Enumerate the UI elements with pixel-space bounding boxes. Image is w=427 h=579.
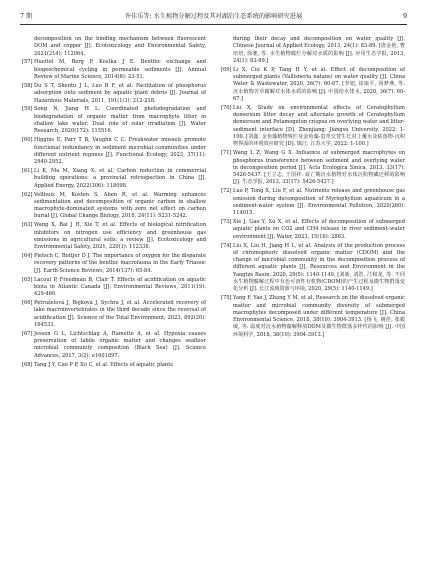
- reference-number: [58]: [22, 82, 33, 89]
- reference-text: Tang J Y, Cao P P, Xu C, et al. Effects of aquatic plants: [34, 361, 173, 368]
- reference-number: [57]: [22, 59, 33, 66]
- running-title: 许佳乐等: 水生植物分解过程及其对湖泊生态系统的影响研究进展: [124, 13, 303, 20]
- running-header: [20, 11, 407, 23]
- reference-item: [221, 295, 405, 339]
- page-number-left: 7 期: [20, 13, 33, 20]
- reference-item: [221, 105, 405, 149]
- references-column-right: [221, 36, 405, 341]
- reference-item: [22, 362, 206, 369]
- reference-number: [60]: [22, 137, 33, 144]
- reference-item: [22, 137, 206, 166]
- reference-number: [71]: [221, 150, 232, 157]
- reference-item: [221, 188, 405, 217]
- reference-item: [221, 67, 405, 103]
- reference-text: Li X, Cui K P, Tang H Y, et al. Effect of decomposition of submerged plants (Vallisneria natans) on water quality [J]. China Water & Wastewater, 2020, 36(7): 60-67. [李旭, 崔康平, 汤梦燕, 等. 沉水植物苦草腐解对水体水质的影响 [J]. 中国给水排水, 2020, 36(7): 60-67.]: [233, 66, 405, 102]
- reference-item: [22, 59, 206, 81]
- reference-number: [74]: [221, 242, 232, 249]
- reference-text: Wang X, Bai J H, Xie T, et al. Effects of biological nitrification inhibitors on nitrogen use efficiency and greenhouse gas emissions in agricultural soils: a review [J]. Ecotoxicology and Environmental Safety, 2021, 220(1): 112338.: [34, 222, 206, 251]
- reference-number: [72]: [221, 188, 232, 195]
- reference-item: [22, 106, 206, 135]
- reference-number: [59]: [22, 106, 33, 113]
- reference-text: Li K, Ma M, Xiang X, et al. Carbon reduction in commercial building operations: a provincial retrospection in China [J]. Applied Energy, 2022(306): 118098.: [34, 168, 206, 189]
- reference-number: [61]: [22, 168, 33, 175]
- reference-text: Song N, Jiang H L. Coordinated photodegradation and biodegradation of organic matter from macrophyte litter in shallow lake water: Dual role of solar irradiation [J]. Water Research, 2020(172): 115516.: [34, 106, 206, 135]
- header-rule: [20, 24, 407, 25]
- reference-text: Jessen G L, Lichtschlag A, Ramette A, et al. Hypoxia causes preservation of labile organic matter and changes seafloor microbial community composition (Black Sea) [J]. Science Advances, 2017, 3(2): e1601897.: [34, 330, 206, 359]
- page-number-right: 9: [403, 13, 407, 20]
- reference-text: Yang F, Yao J, Zhang Y M, et al. Research on the dissolved organic matter and microbial community diversity of submerged macrophytes decomposed under different temperature [J]. China Environmental Science, 2018, 38(10): 3904-3913. [杨飞, 姚佳, 张毅敏, 等. 温度对沉水植物腐解释放DOM及微生物群落多样性的影响 [J]. 中国环境科学, 2018, 38(10): 3904-3913.]: [233, 295, 405, 338]
- reference-text: Velthuis M, Kosten S, Aben R, et al. Warming enhances sedimentation and decomposition of organic carbon in shallow macrophyte-dominated systems with zero net effect on carbon burial [J]. Global Change Biology, 2018, 24(11): 5231-5242.: [34, 191, 206, 220]
- reference-number: [65]: [22, 276, 33, 283]
- reference-number: [62]: [22, 191, 33, 198]
- reference-item: [221, 243, 405, 294]
- reference-number: [63]: [22, 222, 33, 229]
- reference-text: during their decay and decomposition on water quality [J]. Chinese Journal of Applied Ecology, 2013, 24(1): 83-89. [唐金艳, 曹培培, 徐驰, 等. 水生植物腐烂分解对水质的影响 [J]. 应用生态学报, 2013, 24(1): 83-89.]: [233, 36, 405, 64]
- reference-text: Xie J, Gao Y, Xu X, et al. Effects of decomposition of submerged aquatic plants on CO2 and CH4 release in river sediment–water environment [J]. Water, 2023, 15(16): 2863.: [233, 219, 405, 240]
- reference-text: Higgins E, Parr T B, Vaughn C C. Freshwater mussels promote functional redundancy in sediment microbial communities under different nutrient regimes [J]. Functional Ecology, 2023, 37(11): 2940-2952.: [34, 137, 206, 166]
- reference-item: [22, 331, 206, 360]
- reference-item: [221, 36, 405, 65]
- reference-text: Pietsch C, Bottjer D J. The importance of oxygen for the disparate recovery patterns of the benthic macrofauna in the Early Triassic [J]. Earth-Science Reviews, 2014(137): 65-84.: [34, 253, 206, 274]
- reference-item: [221, 150, 405, 186]
- reference-number: [68]: [22, 361, 33, 368]
- reference-item: [22, 300, 206, 329]
- reference-item: [22, 192, 206, 221]
- reference-item: [22, 222, 206, 251]
- reference-item: [22, 168, 206, 190]
- reference-item: [221, 219, 405, 241]
- reference-text: Liu X, Liu H, Jiang H L, et al. Analysis of the production process of chromophoric dissolved organic matter (CDOM) and the change of microbial community in the decomposition process of different aquatic plants [J]. Resources and Environment in the Yangtze Basin, 2020, 29(5): 1140-1149. [刘新, 刘浩, 江和龙, 等. 不同水生植物腐解过程中有色可溶性有机物(CDOM)的产生过程及微生物群落变化分析 [J]. 长江流域资源与环境, 2020, 29(5): 1140-1149.]: [233, 242, 405, 293]
- reference-number: [70]: [221, 104, 232, 111]
- reference-text: Lacoul P, Freedman B, Clair T. Effects of acidification on aquatic biota in Atlantic Canada [J]. Environmental Reviews, 2011(19): 429-460.: [34, 276, 206, 298]
- reference-number: [73]: [221, 219, 232, 226]
- reference-text: Du S T, Shentu J L, Luo B F, et al. Facilitation of phosphorus adsorption onto sediment by aquatic plant debris [J]. Journal of Hazardous Materials, 2011, 191(1/3): 212-218.: [34, 82, 206, 104]
- references-column-left: [22, 36, 206, 370]
- reference-text: Petruželová J, Bojková J, Sychra J, et al. Accelerated recovery of lake macroinvertebrates in the third decade since the reversal of acidification [J]. Science of the Total Environment, 2023, 892(20): 164533.: [34, 300, 206, 328]
- reference-item: [22, 277, 206, 299]
- reference-text: Huettel M, Berg P, Kostka J E. Benthic exchange and biogeochemical cycling in permeable sediments [J]. Annual Review of Marine Science, 2014(6): 23-51.: [34, 59, 206, 81]
- reference-item: [22, 253, 206, 275]
- reference-item: [22, 36, 206, 58]
- reference-number: [75]: [221, 295, 232, 302]
- reference-number: [64]: [22, 253, 33, 260]
- reference-item: [22, 83, 206, 105]
- reference-text: Luo P, Tong X, Liu F, et al. Nutrients release and greenhouse gas emission during decomposition of Myriophyllum aquaticum in a sediment-water system [J]. Environmental Pollution, 2020(260): 114015.: [233, 188, 405, 217]
- reference-text: Liu X. Study on environmental effects of Ceratophyllum demersum litter decay and alternate growth of Ceratophyllum demersum and Potamogeton crispus on overlying water and litter-sediment interface [D]. Zhenjiang: Jiangsu University, 2022: 1-100. [刘鑫. 金鱼藻植物残烂及金鱼藻-菹草交替生长对上覆水及枯落物-沉积物界面的环境效应研究 [D]. 镇江: 江苏大学, 2022: 1-100.]: [233, 104, 405, 148]
- reference-text: Wang L Z, Wang G X. Influence of submerged macrophytes on phosphorus transference between sediment and overlying water in decomposition period [J]. Acta Ecologica Sinica, 2013, 33(17): 5426-5437. [王立志, 王国祥. 衰亡期沉水植物对水体沉积物磷迁移的影响 [J]. 生态学报, 2013, 33(17): 5426-5437.]: [233, 150, 405, 186]
- reference-text: decomposition on the binding mechanism between fluorescent DOM and copper [J]. Ecotoxicology and Environmental Safety, 2021(214): 112064.: [34, 36, 206, 57]
- reference-number: [69]: [221, 66, 232, 73]
- reference-number: [67]: [22, 330, 33, 337]
- reference-number: [66]: [22, 300, 33, 307]
